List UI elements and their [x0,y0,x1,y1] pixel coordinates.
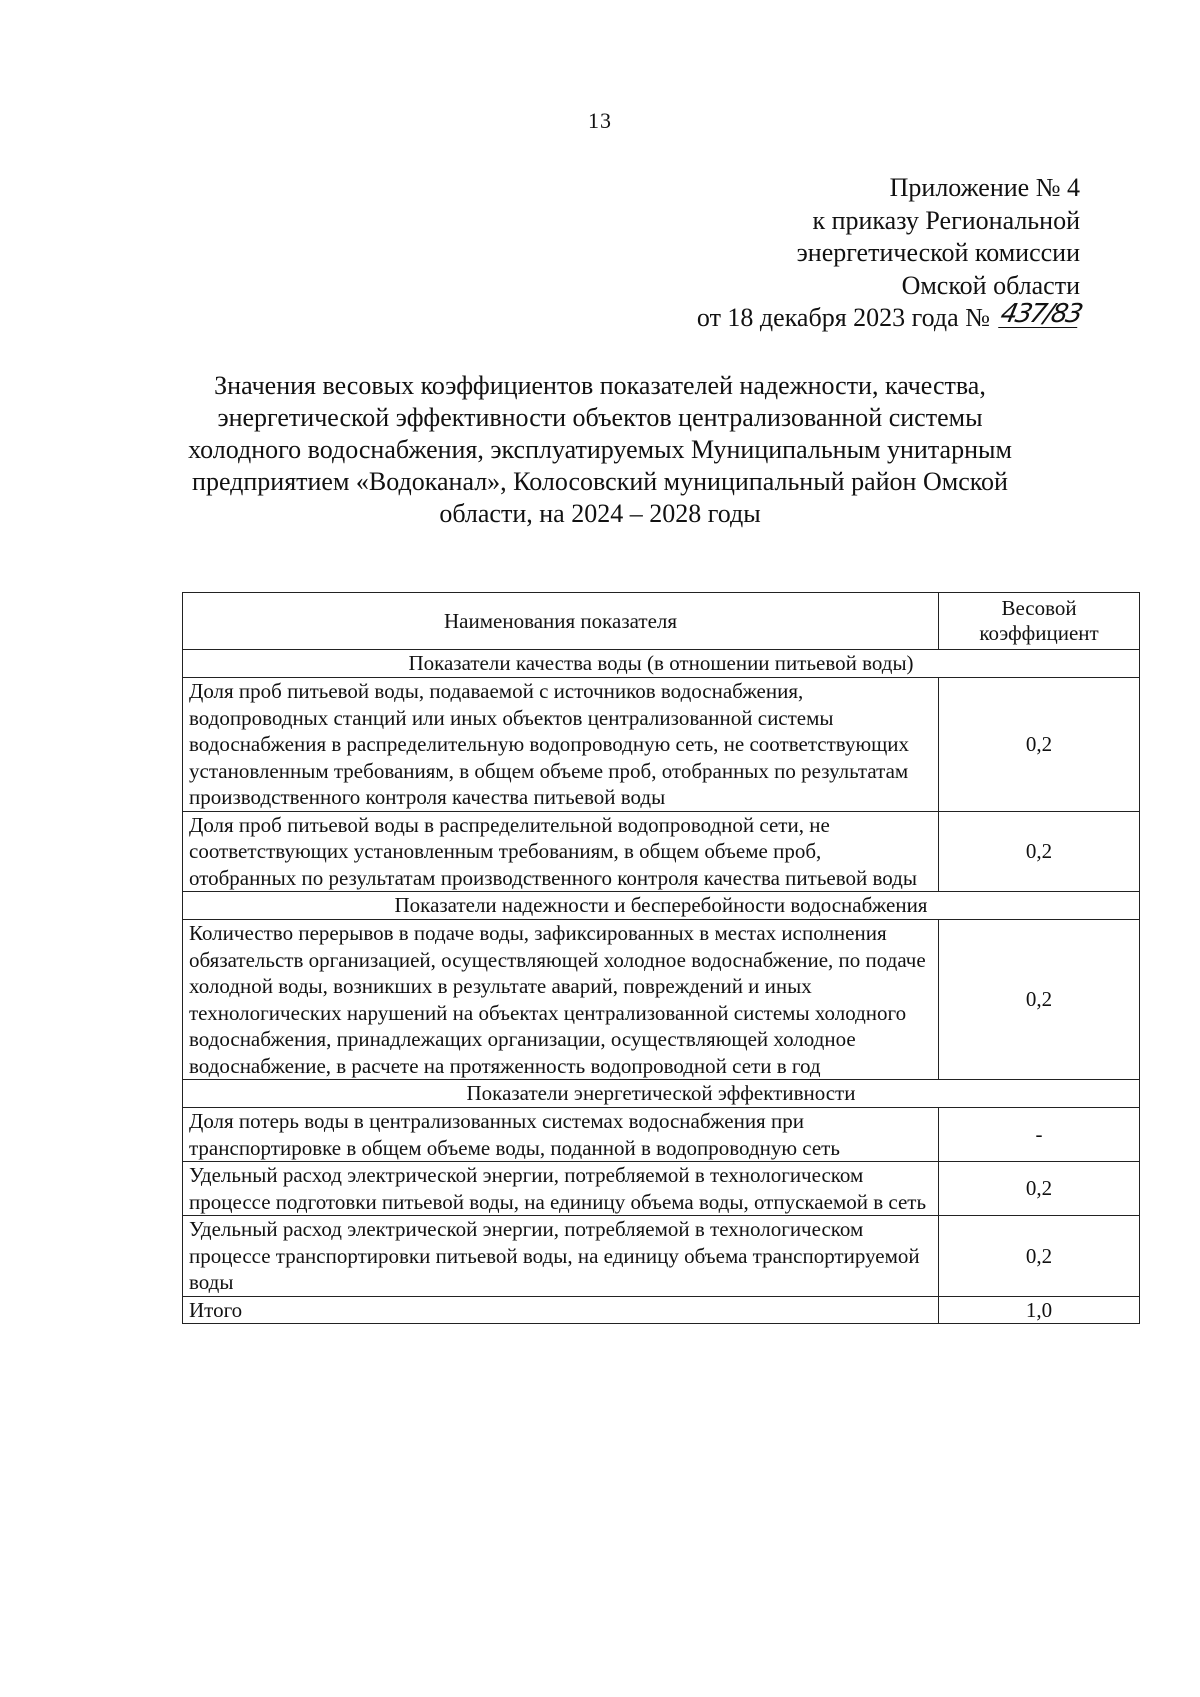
table-header-row [183,593,1140,650]
header-weight-coefficient: Весовой коэффициент [939,593,1140,650]
indicator-weight: - [939,1108,1140,1162]
appendix-line: энергетической комиссии [796,238,1080,267]
section-row [183,650,1140,678]
table-row [183,1108,1140,1162]
table-row [183,678,1140,812]
appendix-header [520,172,1084,335]
indicator-name: Количество перерывов в подаче воды, зафиксированных в местах исполнения обязательств организацией, осуществляющей холодное водоснабжение, по подаче холодной воды, возникших в результате аварий, повреждений и иных технологических нарушений на объектах централизованной системы холодного водоснабжения, принадлежащих организации, осуществляющей холодное водоснабжение, в расчете на протяженность водопроводной сети в год [183,920,939,1080]
total-value: 1,0 [939,1296,1140,1324]
indicator-name: Удельный расход электрической энергии, потребляемой в технологическом процессе подготовки питьевой воды, на единицу объема воды, отпускаемой в сеть [183,1162,939,1216]
section-title: Показатели надежности и бесперебойности водоснабжения [183,892,1140,920]
appendix-line: Омской области [901,270,1080,300]
title-line: энергетической эффективности объектов централизованной системы [217,403,983,432]
indicator-name: Доля проб питьевой воды, подаваемой с источников водоснабжения, водопроводных станций или иных объектов централизованной системы водоснабжения в распределительную водопроводную сеть, не соответствующих установленным требованиям, в общем объеме проб, отобранных по результатам производственного контроля качества питьевой воды [183,678,939,812]
indicator-weight: 0,2 [939,811,1140,892]
indicator-weight: 0,2 [939,1162,1140,1216]
total-row [183,1296,1140,1324]
indicator-weight: 0,2 [939,920,1140,1080]
order-date: от 18 декабря 2023 года № [696,303,991,332]
section-row [183,892,1140,920]
appendix-line: Приложение № 4 [889,173,1080,202]
indicator-weight: 0,2 [939,1216,1140,1297]
document-title [150,370,1050,530]
title-line: области, на 2024 – 2028 годы [439,499,761,528]
section-title: Показатели качества воды (в отношении питьевой воды) [183,650,1140,678]
page-number: 13 [588,108,612,133]
title-line: предприятием «Водоканал», Колосовский муниципальный район Омской [192,467,1008,496]
appendix-line: к приказу Региональной [812,205,1080,235]
table-row [183,1216,1140,1297]
indicator-name: Доля проб питьевой воды в распределительной водопроводной сети, не соответствующих установленным требованиям, в общем объеме проб, отобранных по результатам производственного контроля качества питьевой воды [183,811,939,892]
section-title: Показатели энергетической эффективности [183,1080,1140,1108]
table-row [183,811,1140,892]
total-label: Итого [183,1296,939,1324]
order-date-line [520,299,1084,335]
indicator-name: Удельный расход электрической энергии, потребляемой в технологическом процессе транспортировки питьевой воды, на единицу объема транспортируемой воды [183,1216,939,1297]
title-line: холодного водоснабжения, эксплуатируемых Муниципальным унитарным [188,435,1012,464]
indicator-name: Доля потерь воды в централизованных системах водоснабжения при транспортировке в общем объеме воды, поданной в водопроводную сеть [183,1108,939,1162]
indicators-table [182,592,1140,1324]
section-row [183,1080,1140,1108]
table-row [183,920,1140,1080]
table-row [183,1162,1140,1216]
indicator-weight: 0,2 [939,678,1140,812]
order-number-handwritten: 437/83 [997,299,1084,329]
title-line: Значения весовых коэффициентов показателей надежности, качества, [214,371,986,400]
header-indicator-name: Наименования показателя [183,593,939,650]
